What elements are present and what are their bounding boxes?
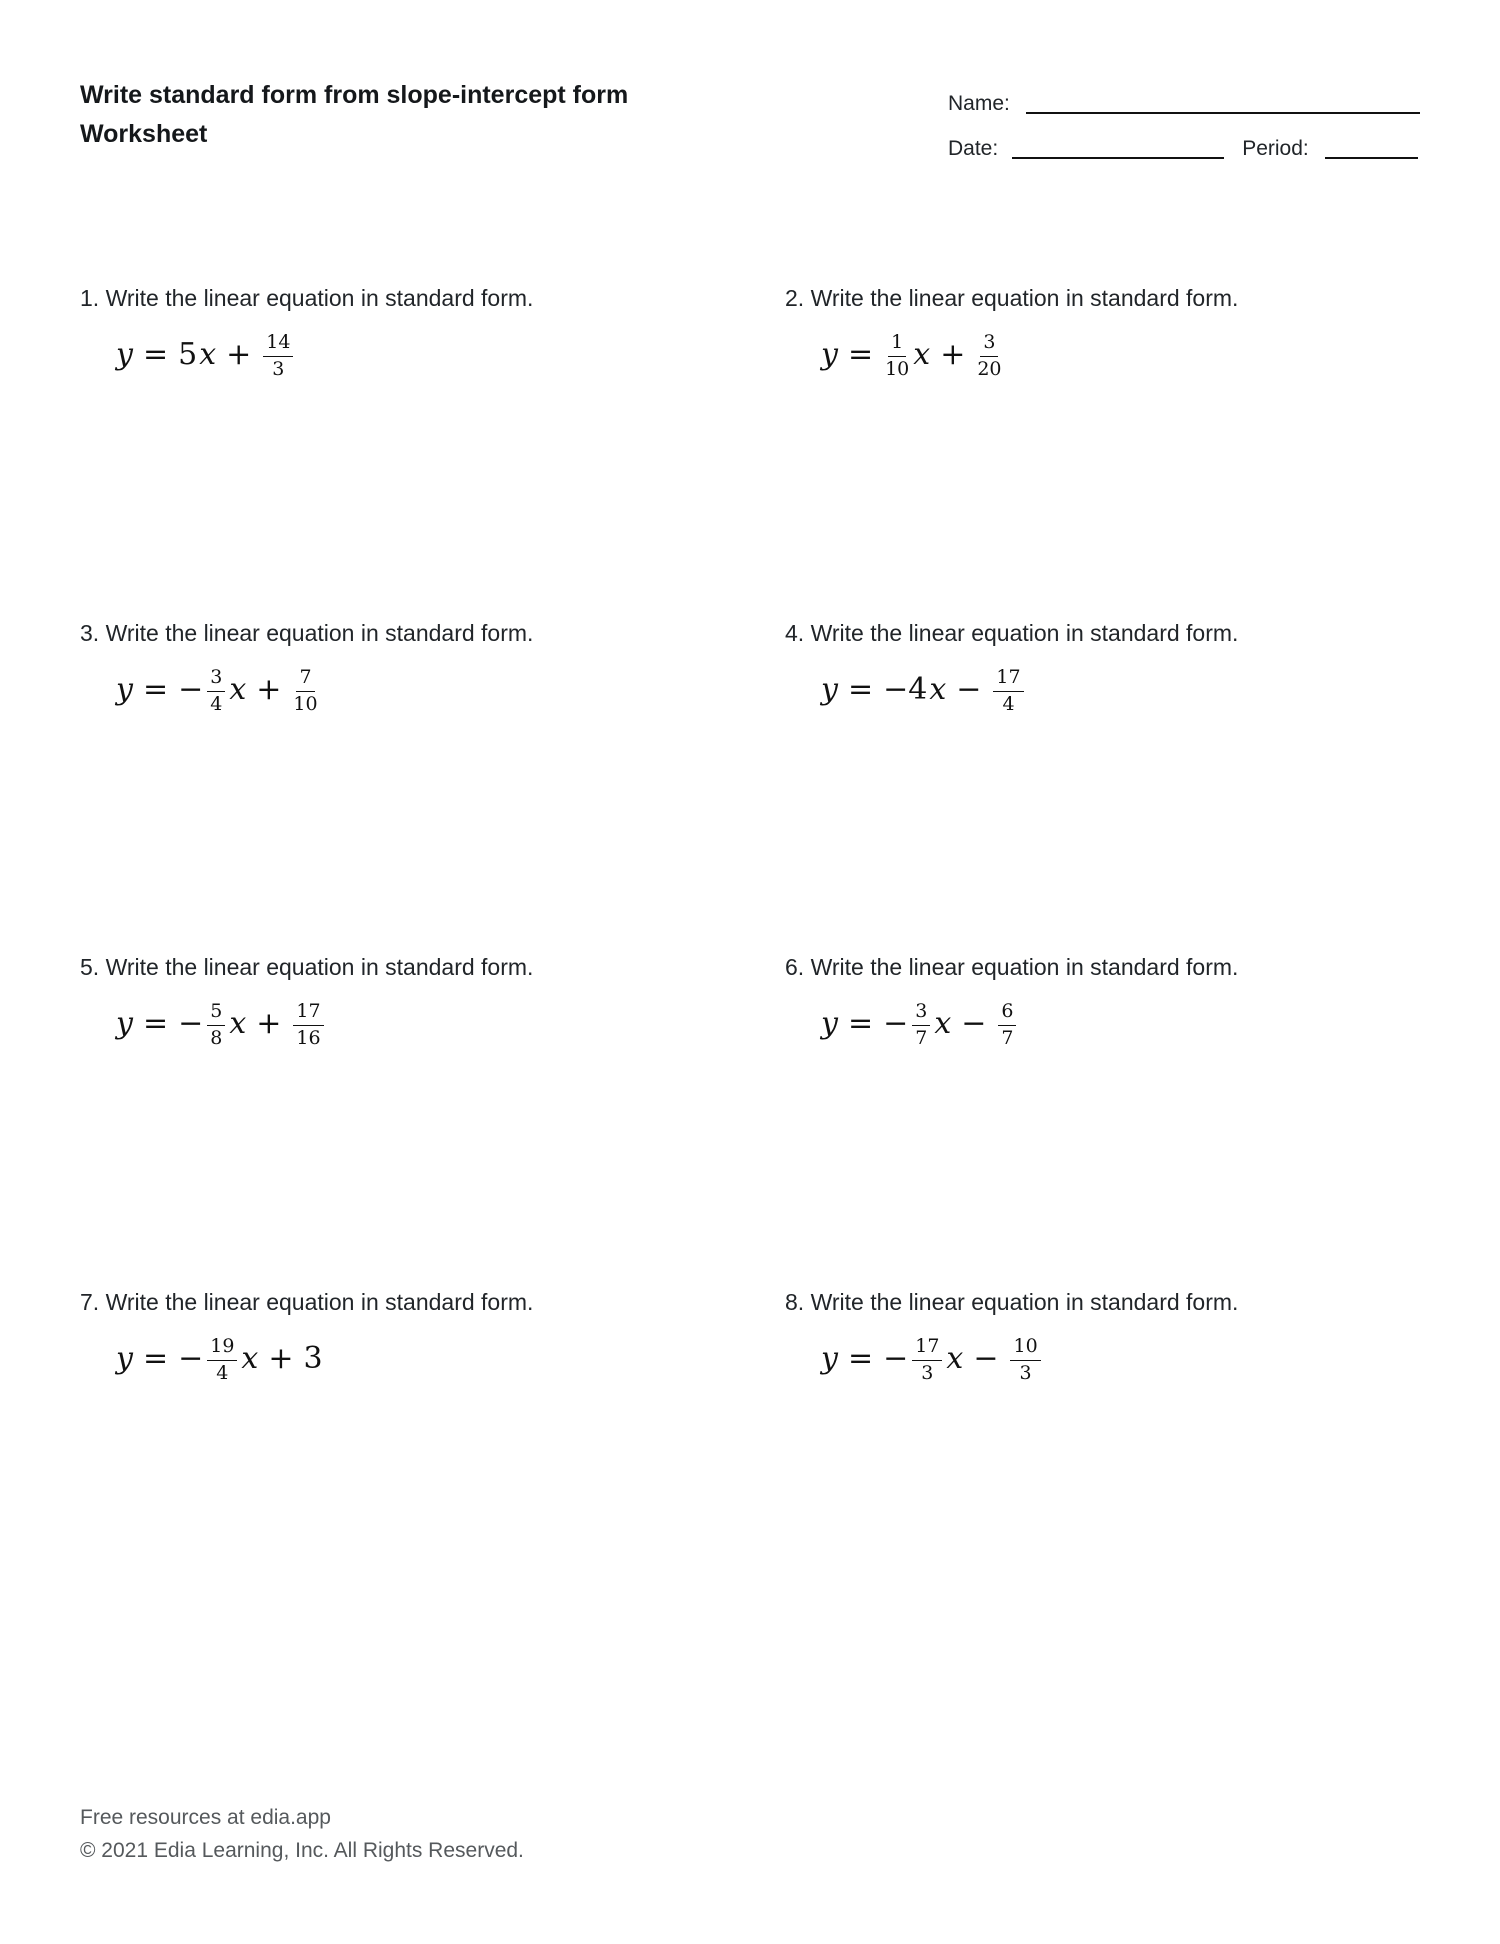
math-operator: + <box>940 337 966 372</box>
problem <box>785 283 1445 381</box>
problem <box>785 952 1445 1050</box>
problem-prompt <box>80 618 740 648</box>
problem-number: 4. <box>785 620 811 646</box>
math-variable: y <box>821 1006 838 1041</box>
problem-number: 5. <box>80 954 106 980</box>
problem-prompt <box>785 1287 1445 1317</box>
fraction-numerator: 7 <box>296 667 314 691</box>
math-number: 3 <box>303 1341 323 1376</box>
problem-number: 7. <box>80 1289 106 1315</box>
footer-copyright-text: © 2021 Edia Learning, Inc. All Rights Reserved. <box>80 1839 524 1862</box>
problem-number: 6. <box>785 954 811 980</box>
problem-equation <box>115 1333 740 1385</box>
fraction <box>207 667 225 715</box>
problem-equation <box>820 664 1445 716</box>
fraction-denominator: 20 <box>977 357 1002 380</box>
problem-equation <box>115 998 740 1050</box>
math-operator: + <box>268 1341 294 1376</box>
fraction-denominator: 7 <box>1001 1026 1014 1049</box>
fraction <box>1010 1336 1040 1384</box>
problem-prompt <box>785 618 1445 648</box>
math-variable: y <box>116 1006 133 1041</box>
fraction-numerator: 17 <box>293 1001 323 1025</box>
math-number: − <box>178 672 204 707</box>
math-operator: = <box>142 337 169 372</box>
problem-number: 2. <box>785 285 811 311</box>
fraction <box>207 1336 237 1384</box>
math-variable: y <box>821 337 838 372</box>
math-number: − <box>178 1006 204 1041</box>
problem-prompt-text: Write the linear equation in standard form. <box>105 1289 534 1315</box>
math-variable: y <box>116 672 133 707</box>
problem <box>785 618 1445 716</box>
math-number: 5 <box>178 337 198 372</box>
page-title <box>80 76 628 154</box>
period-label: Period: <box>1242 137 1309 160</box>
fraction-denominator: 7 <box>915 1026 928 1049</box>
problem-prompt <box>80 283 740 313</box>
fraction-denominator: 4 <box>216 1361 229 1384</box>
problem-prompt <box>80 1287 740 1317</box>
fraction <box>912 1336 942 1384</box>
math-operator: + <box>256 1006 282 1041</box>
fraction <box>998 1001 1016 1049</box>
fraction <box>293 1001 323 1049</box>
fraction <box>912 1001 930 1049</box>
period-blank-line <box>1325 137 1418 159</box>
problem <box>80 283 740 381</box>
fraction-denominator: 16 <box>296 1026 321 1049</box>
problem-number: 1. <box>80 285 106 311</box>
math-variable: x <box>241 1341 259 1376</box>
problem-prompt-text: Write the linear equation in standard form. <box>105 285 534 311</box>
fraction-denominator: 10 <box>293 692 318 715</box>
problem-prompt-text: Write the linear equation in standard form. <box>105 620 534 646</box>
fraction-denominator: 4 <box>210 692 223 715</box>
problem <box>80 952 740 1050</box>
math-variable: x <box>929 672 947 707</box>
problem-prompt-text: Write the linear equation in standard form. <box>810 285 1239 311</box>
math-operator: + <box>256 672 282 707</box>
fraction-numerator: 6 <box>998 1001 1016 1025</box>
name-blank-line <box>1026 92 1420 114</box>
date-blank-line <box>1012 137 1224 159</box>
math-operator: + <box>226 337 252 372</box>
problem-prompt-text: Write the linear equation in standard form. <box>810 620 1239 646</box>
name-label: Name: <box>948 92 1010 115</box>
math-operator: = <box>142 1006 169 1041</box>
page-title-line2: Worksheet <box>80 120 208 148</box>
math-number: − <box>883 1341 909 1376</box>
fraction <box>207 1001 225 1049</box>
fraction-numerator: 5 <box>207 1001 225 1025</box>
problem <box>80 618 740 716</box>
fraction <box>293 667 317 715</box>
page-title-line1: Write standard form from slope-intercept form <box>80 81 629 109</box>
fraction-denominator: 3 <box>1019 1361 1032 1384</box>
math-operator: = <box>142 1341 169 1376</box>
footer-resources-text: Free resources at edia.app <box>80 1806 331 1829</box>
fraction-denominator: 10 <box>885 357 910 380</box>
math-variable: x <box>229 1006 247 1041</box>
math-variable: x <box>229 672 247 707</box>
fraction-numerator: 14 <box>263 332 293 356</box>
problem-equation <box>820 998 1445 1050</box>
fraction-numerator: 17 <box>912 1336 942 1360</box>
problem-prompt <box>785 952 1445 982</box>
name-field-row <box>948 92 1420 116</box>
math-variable: x <box>946 1341 964 1376</box>
math-variable: y <box>116 1341 133 1376</box>
math-variable: y <box>821 672 838 707</box>
math-number: − <box>883 1006 909 1041</box>
fraction-denominator: 8 <box>210 1026 223 1049</box>
problem-prompt-text: Write the linear equation in standard form. <box>810 1289 1239 1315</box>
fraction <box>993 667 1023 715</box>
fraction <box>263 332 293 380</box>
problem-equation <box>820 329 1445 381</box>
fraction-numerator: 19 <box>207 1336 237 1360</box>
problem-number: 3. <box>80 620 106 646</box>
math-operator: − <box>956 672 982 707</box>
math-number: −4 <box>883 672 928 707</box>
fraction-numerator: 1 <box>888 332 906 356</box>
fraction-numerator: 17 <box>993 667 1023 691</box>
fraction-numerator: 3 <box>980 332 998 356</box>
date-label: Date: <box>948 137 999 160</box>
math-operator: = <box>847 672 874 707</box>
math-operator: = <box>847 1006 874 1041</box>
math-operator: = <box>142 672 169 707</box>
fraction-denominator: 3 <box>921 1361 934 1384</box>
page-footer <box>80 1801 524 1867</box>
problem-prompt <box>80 952 740 982</box>
fraction-denominator: 4 <box>1002 692 1015 715</box>
math-operator: = <box>847 1341 874 1376</box>
math-variable: y <box>116 337 133 372</box>
problem-equation <box>820 1333 1445 1385</box>
math-operator: − <box>961 1006 987 1041</box>
math-number: − <box>178 1341 204 1376</box>
fraction-numerator: 3 <box>207 667 225 691</box>
problem-equation <box>115 329 740 381</box>
problem-prompt-text: Write the linear equation in standard form. <box>105 954 534 980</box>
math-operator: − <box>973 1341 999 1376</box>
problem <box>80 1287 740 1385</box>
date-period-field-row <box>948 137 1418 161</box>
problem-prompt-text: Write the linear equation in standard form. <box>810 954 1239 980</box>
fraction-numerator: 10 <box>1010 1336 1040 1360</box>
math-operator: = <box>847 337 874 372</box>
math-variable: x <box>934 1006 952 1041</box>
math-variable: x <box>913 337 931 372</box>
fraction-denominator: 3 <box>272 357 285 380</box>
math-variable: x <box>199 337 217 372</box>
problem-equation <box>115 664 740 716</box>
math-variable: y <box>821 1341 838 1376</box>
fraction <box>977 332 1001 380</box>
fraction-numerator: 3 <box>912 1001 930 1025</box>
problem <box>785 1287 1445 1385</box>
fraction <box>885 332 909 380</box>
problem-prompt <box>785 283 1445 313</box>
problem-number: 8. <box>785 1289 811 1315</box>
